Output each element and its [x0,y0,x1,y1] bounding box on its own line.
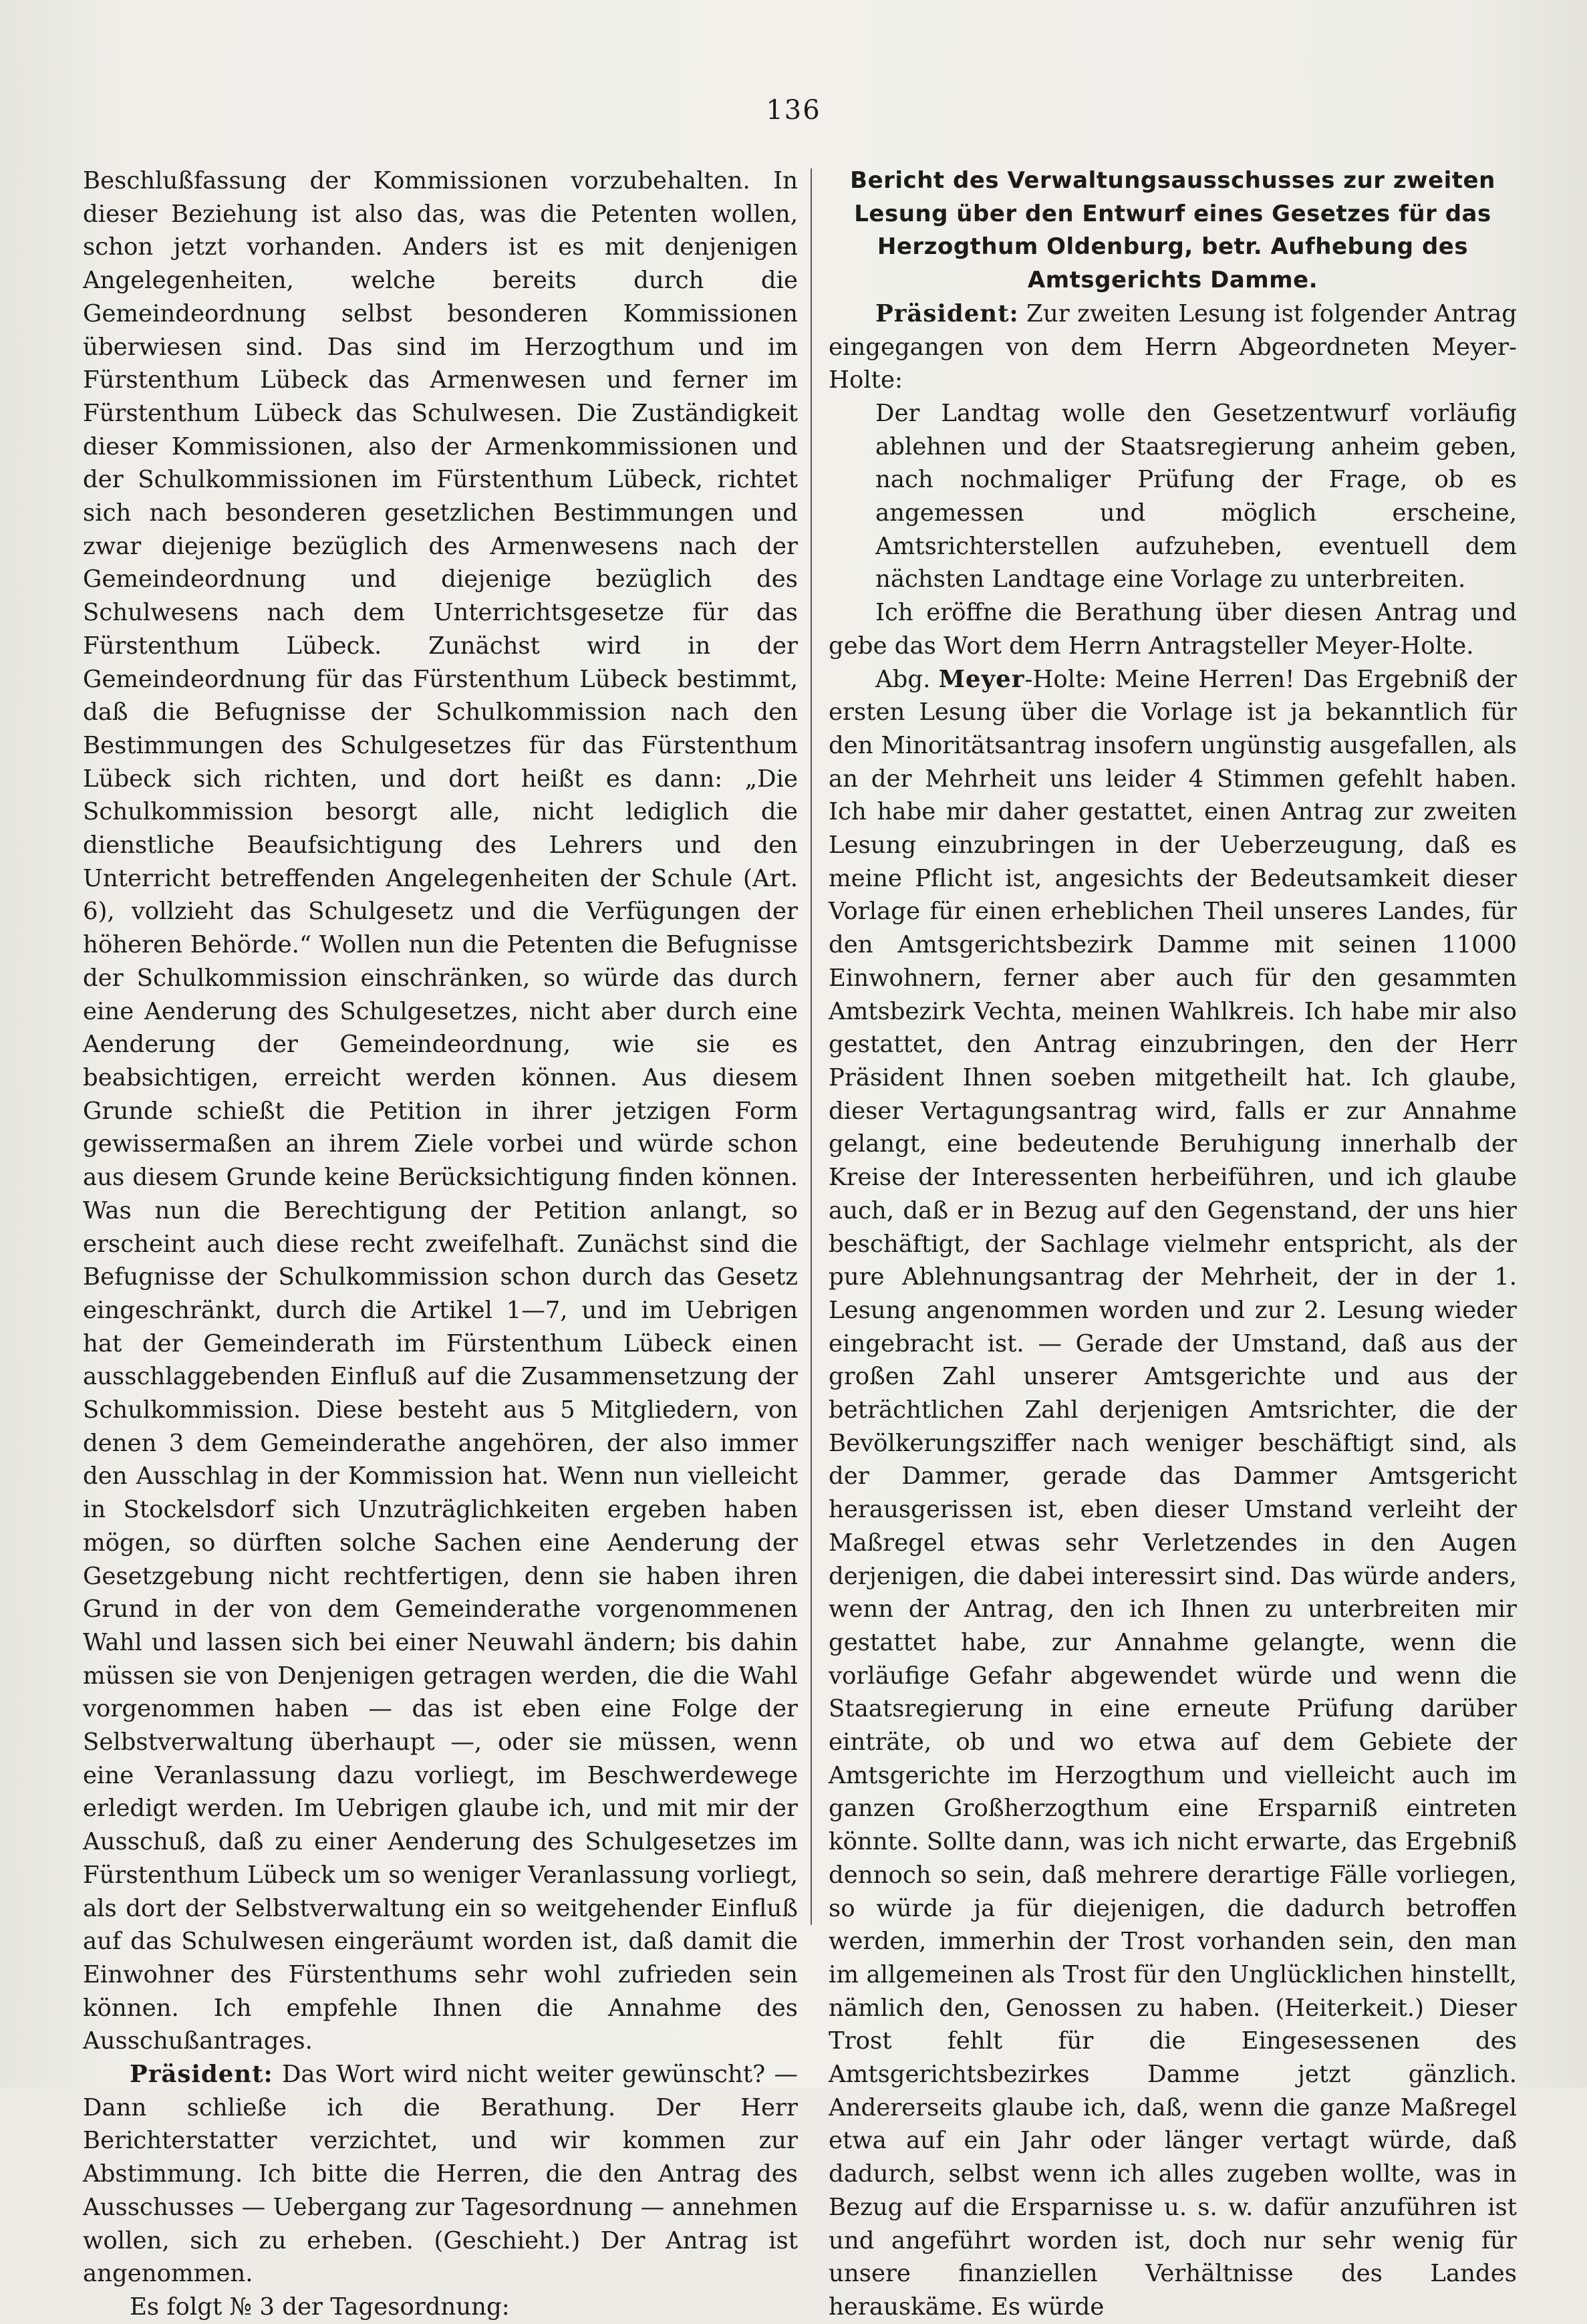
right-paragraph-2: Ich eröffne die Berathung über diesen Antrag und gebe das Wort dem Herrn Antragsteller Meyer-Holte. [829,599,1517,660]
right-paragraph-1-text: Zur zweiten Lesung ist folgender Antrag eingegangen von dem Herrn Abgeordneten Meyer-Holte: [829,299,1517,394]
left-paragraph-2 [83,2058,798,2291]
left-paragraph-3: Es folgt № 3 der Tagesordnung: [130,2293,510,2321]
left-paragraph-1: Beschlußfassung der Kommissionen vorzubehalten. In dieser Beziehung ist also das, was die Petenten wollen, schon jetzt vorhanden. Anders ist es mit denjenigen Angelegenheiten, welche bereits durch die Gemeindeordnung selbst besonderen Kommissionen überwiesen sind. Das sind im Herzogthum und im Fürstenthum Lübeck das Armenwesen und ferner im Fürstenthum Lübeck das Schulwesen. Die Zuständigkeit dieser Kommissionen, also der Armenkommissionen und der Schulkommissionen im Fürstenthum Lübeck, richtet sich nach besonderen gesetzlichen Bestimmungen und zwar diejenige bezüglich des Armenwesens nach der Gemeindeordnung und diejenige bezüglich des Schulwesens nach dem Unterrichtsgesetze für das Fürstenthum Lübeck. Zunächst wird in der Gemeindeordnung für das Fürstenthum Lübeck bestimmt, daß die Befugnisse der Schulkommission nach den Bestimmungen des Schulgesetzes für das Fürstenthum Lübeck sich richten, und dort heißt es dann: „Die Schulkommission besorgt alle, nicht lediglich die dienstliche Beaufsichtigung des Lehrers und den Unterricht betreffenden Angelegenheiten der Schule (Art. 6), vollzieht das Schulgesetz und die Verfügungen der höheren Behörde.“ Wollen nun die Petenten die Befugnisse der Schulkommission einschränken, so würde das durch eine Aenderung des Schulgesetzes, nicht aber durch eine Aenderung der Gemeindeordnung, wie sie es beabsichtigen, erreicht werden können. Aus diesem Grunde schießt die Petition in ihrer jetzigen Form gewissermaßen an ihrem Ziele vorbei und würde schon aus diesem Grunde keine Berücksichtigung finden können. Was nun die Berechtigung der Petition anlangt, so erscheint auch diese recht zweifelhaft. Zunächst sind die Befugnisse der Schulkommission schon durch das Gesetz eingeschränkt, durch die Artikel 1—7, und im Uebrigen hat der Gemeinderath im Fürstenthum Lübeck einen ausschlaggebenden Einfluß auf die Zusammensetzung der Schulkommission. Diese besteht aus 5 Mitgliedern, von denen 3 dem Gemeinderathe angehören, der also immer den Ausschlag in der Kommission hat. Wenn nun vielleicht in Stockelsdorf sich Unzuträglichkeiten ergeben haben mögen, so dürften solche Sachen eine Aenderung der Gesetzgebung nicht rechtfertigen, denn sie haben ihren Grund in der von dem Gemeinderathe vorgenommenen Wahl und lassen sich bei einer Neuwahl ändern; bis dahin müssen sie von Denjenigen getragen werden, die die Wahl vorgenommen haben — das ist eben eine Folge der Selbstverwaltung überhaupt —, oder sie müssen, wenn eine Veranlassung dazu vorliegt, im Beschwerdewege erledigt werden. Im Uebrigen glaube ich, und mit mir der Ausschuß, daß zu einer Aenderung des Schulgesetzes im Fürstenthum Lübeck um so weniger Veranlassung vorliegt, als dort der Selbstverwaltung ein so weitgehender Einfluß auf das Schulwesen eingeräumt worden ist, daß damit die Einwohner des Fürstenthums sehr wohl zufrieden sein können. Ich empfehle Ihnen die Annahme des Ausschußantrages. [83,167,798,2055]
report-heading: Bericht des Verwaltungsausschusses zur zweiten Lesung über den Entwurf eines Gesetzes für das Herzogthum Oldenburg, betr. Aufhebung des Amtsgerichts Damme. [850,167,1495,294]
motion-quote: Der Landtag wolle den Gesetzentwurf vorläufig ablehnen und der Staatsregierung anheim geben, nach nochmaliger Prüfung der Frage, ob es angemessen und möglich erscheine, Amtsrichterstellen aufzuheben, eventuell dem nächsten Landtage eine Vorlage zu unterbreiten. [875,399,1517,594]
left-column [83,164,798,2321]
speaker-praesident: Präsident: [875,299,1019,328]
right-paragraph-3-text: -Holte: Meine Herren! Das Ergebniß der ersten Lesung über die Vorlage ist ja bekanntlich für den Minoritätsantrag insofern ungünstig ausgefallen, als an der Mehrheit uns leider 4 Stimmen gefehlt haben. Ich habe mir daher gestattet, einen Antrag zur zweiten Lesung einzubringen in der Ueberzeugung, daß es meine Pflicht ist, angesichts der Bedeutsamkeit dieser Vorlage für einen erheblichen Theil unseres Landes, für den Amtsgerichtsbezirk Damme mit seinen 11000 Einwohnern, ferner aber auch für den gesammten Amtsbezirk Vechta, meinen Wahlkreis. Ich habe mir also gestattet, den Antrag einzubringen, den der Herr Präsident Ihnen soeben mitgetheilt hat. Ich glaube, dieser Vertagungsantrag wird, falls er zur Annahme gelangt, eine bedeutende Beruhigung innerhalb der Kreise der Interessenten herbeiführen, und ich glaube auch, daß er in Bezug auf den Gegenstand, der uns hier beschäftigt, der Sachlage vielmehr entspricht, als der pure Ablehnungsantrag der Mehrheit, der in der 1. Lesung angenommen worden und zur 2. Lesung wieder eingebracht ist. — Gerade der Umstand, daß aus der großen Zahl unserer Amtsgerichte und aus der beträchtlichen Zahl derjenigen Amtsrichter, die der Bevölkerungsziffer nach weniger beschäftigt sind, als der Dammer, gerade das Dammer Amtsgericht herausgerissen ist, eben dieser Umstand verleiht der Maßregel etwas sehr Verletzendes in den Augen derjenigen, die dabei interessirt sind. Das würde anders, wenn der Antrag, den ich Ihnen zu unterbreiten mir gestattet habe, zur Annahme gelangte, wenn die vorläufige Gefahr abgewendet würde und wenn die Staatsregierung in eine erneute Prüfung darüber einträte, ob und wo etwa auf dem Gebiete der Amtsgerichte im Herzogthum und vielleicht auch im ganzen Großherzogthum eine Ersparniß eintreten könnte. Sollte dann, was ich nicht erwarte, das Ergebniß dennoch so sein, daß mehrere derartige Fälle vorliegen, so würde ja für diejenigen, die dadurch betroffen werden, immerhin der Trost vorhanden sein, den man im allgemeinen als Trost für den Unglücklichen hinstellt, nämlich den, Genossen zu haben. (Heiterkeit.) Dieser Trost fehlt für die Eingesessenen des Amtsgerichtsbezirkes Damme jetzt gänzlich. Andererseits glaube ich, daß, wenn die ganze Maßregel etwa auf ein Jahr oder länger vertagt würde, daß dadurch, selbst wenn ich alles zugeben wollte, was in Bezug auf die Ersparnisse u. s. w. dafür anzuführen ist und angeführt worden ist, doch nur sehr wenig für unsere finanziellen Verhältnisse des Landes herauskäme. Es würde [829,665,1518,2321]
right-column [829,164,1518,2321]
speaker-meyer: Meyer [938,665,1025,693]
column-divider [811,168,812,1925]
page-number: 136 [766,95,821,126]
left-paragraph-2-text: Das Wort wird nicht weiter gewünscht? — Dann schließe ich die Berathung. Der Herr Berichterstatter verzichtet, und wir kommen zur Abstimmung. Ich bitte die Herren, die den Antrag des Ausschusses — Uebergang zur Tagesordnung — annehmen wollen, sich zu erheben. (Geschieht.) Der Antrag ist angenommen. [83,2061,798,2288]
speaker-praesident: Präsident: [130,2061,273,2089]
right-paragraph-1 [829,297,1517,397]
right-paragraph-3-prefix: Abg. [875,665,939,693]
right-paragraph-3 [829,663,1517,2324]
